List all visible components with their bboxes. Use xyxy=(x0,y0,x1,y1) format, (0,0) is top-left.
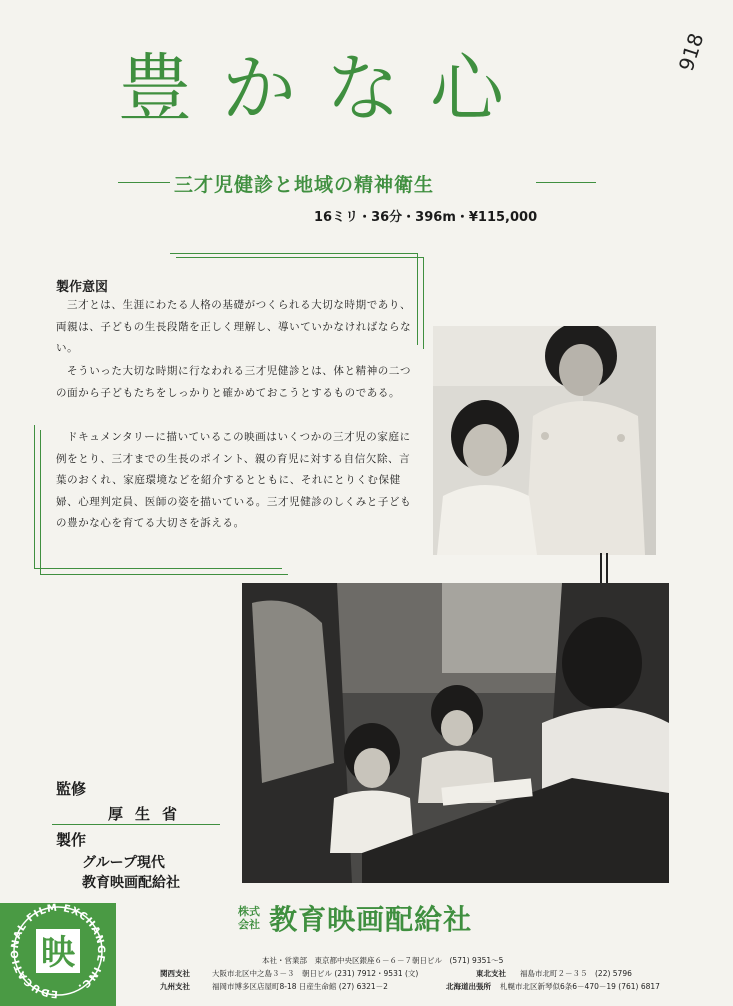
address-head-office: 本社・営業部 東京都中央区銀座６－６－７朝日ビル (571) 9351～5 xyxy=(262,956,504,965)
poster-title: 豊かな心 xyxy=(118,46,534,132)
photo-mother-and-child xyxy=(433,326,656,555)
address-kyushu-label: 九州支社 xyxy=(160,982,190,991)
address-kansai: 大阪市北区中之島３－３ 朝日ビル (231) 7912・9531 (文) xyxy=(212,969,419,978)
intent-paragraph-3: ドキュメンタリーに描いているこの映画はいくつかの三才児の家庭に例をとり、三才までの生長のポイント、親の育児に対する自信欠除、言葉のおくれ、家庭環境などを紹介するとともに、それにとりくむ保健婦、心理判定員、医師の姿を描いている。三才児健診のしくみと子どもの豊かな心を育てる大切さを訴える。 xyxy=(56,431,412,529)
intent-paragraph-1: 三才とは、生涯にわたる人格の基礎がつくられる大切な時期であり、両親は、子どもの生長段階を正しく理解し、導いていかなければならない。 xyxy=(56,299,412,354)
address-kansai-label: 関西支社 xyxy=(160,969,190,978)
frame-line-top-2 xyxy=(176,257,424,258)
logo-center-char: 映 xyxy=(41,933,75,973)
frame-line-left-2 xyxy=(40,430,41,574)
handwritten-note: 918 xyxy=(673,30,709,74)
address-tohoku: 福島市北町２－３５ (22) 5796 xyxy=(520,969,632,978)
address-hokkaido: 札幌市北区新琴似6条6－470－19 (761) 6817 xyxy=(500,982,660,991)
production-value-2: 教育映画配給社 xyxy=(82,875,180,891)
intent-heading: 製作意図 xyxy=(56,280,109,295)
frame-line-bottom-2 xyxy=(40,574,288,575)
address-hokkaido-label: 北海道出張所 xyxy=(446,982,491,991)
film-mark-2 xyxy=(606,553,608,583)
production-value-1: グループ現代 xyxy=(82,855,165,871)
credits-divider xyxy=(52,824,220,825)
subtitle: 三才児健診と地域の精神衛生 xyxy=(174,174,435,196)
frame-line-bottom xyxy=(34,568,282,569)
subtitle-rule-right xyxy=(536,182,596,183)
frame-line-right xyxy=(417,253,418,345)
subtitle-rule-left xyxy=(118,182,170,183)
company-block xyxy=(238,898,472,938)
company-name: 教育映画配給社 xyxy=(269,903,473,936)
supervision-label: 監修 xyxy=(56,780,87,798)
logo-ring-text: EDUCATIONAL FILM EXCHANGE INC. xyxy=(9,903,107,1000)
production-label: 製作 xyxy=(56,831,87,849)
address-tohoku-label: 東北支社 xyxy=(476,969,506,978)
frame-line-top xyxy=(170,253,418,254)
supervision-value: 厚生省 xyxy=(108,805,190,823)
company-type-line-1: 株式 xyxy=(238,905,260,918)
intent-paragraph-2: そういった大切な時期に行なわれる三才児健診とは、体と精神の二つの面から子どもたちをしっかりと確かめておこうとするものである。 xyxy=(56,365,412,399)
frame-line-right-2 xyxy=(423,257,424,349)
subtitle-row xyxy=(118,170,596,196)
company-type-line-2: 会社 xyxy=(238,918,260,931)
address-kyushu: 福岡市博多区店屋町8-18 日産生命館 (27) 6321－2 xyxy=(212,982,388,991)
film-mark-1 xyxy=(600,553,602,583)
film-specs: 16ミリ・36分・396m・¥115,000 xyxy=(314,210,538,225)
company-logo xyxy=(0,903,116,1006)
photo-health-checkup xyxy=(242,583,669,883)
frame-line-left xyxy=(34,425,35,568)
company-type xyxy=(238,905,264,931)
